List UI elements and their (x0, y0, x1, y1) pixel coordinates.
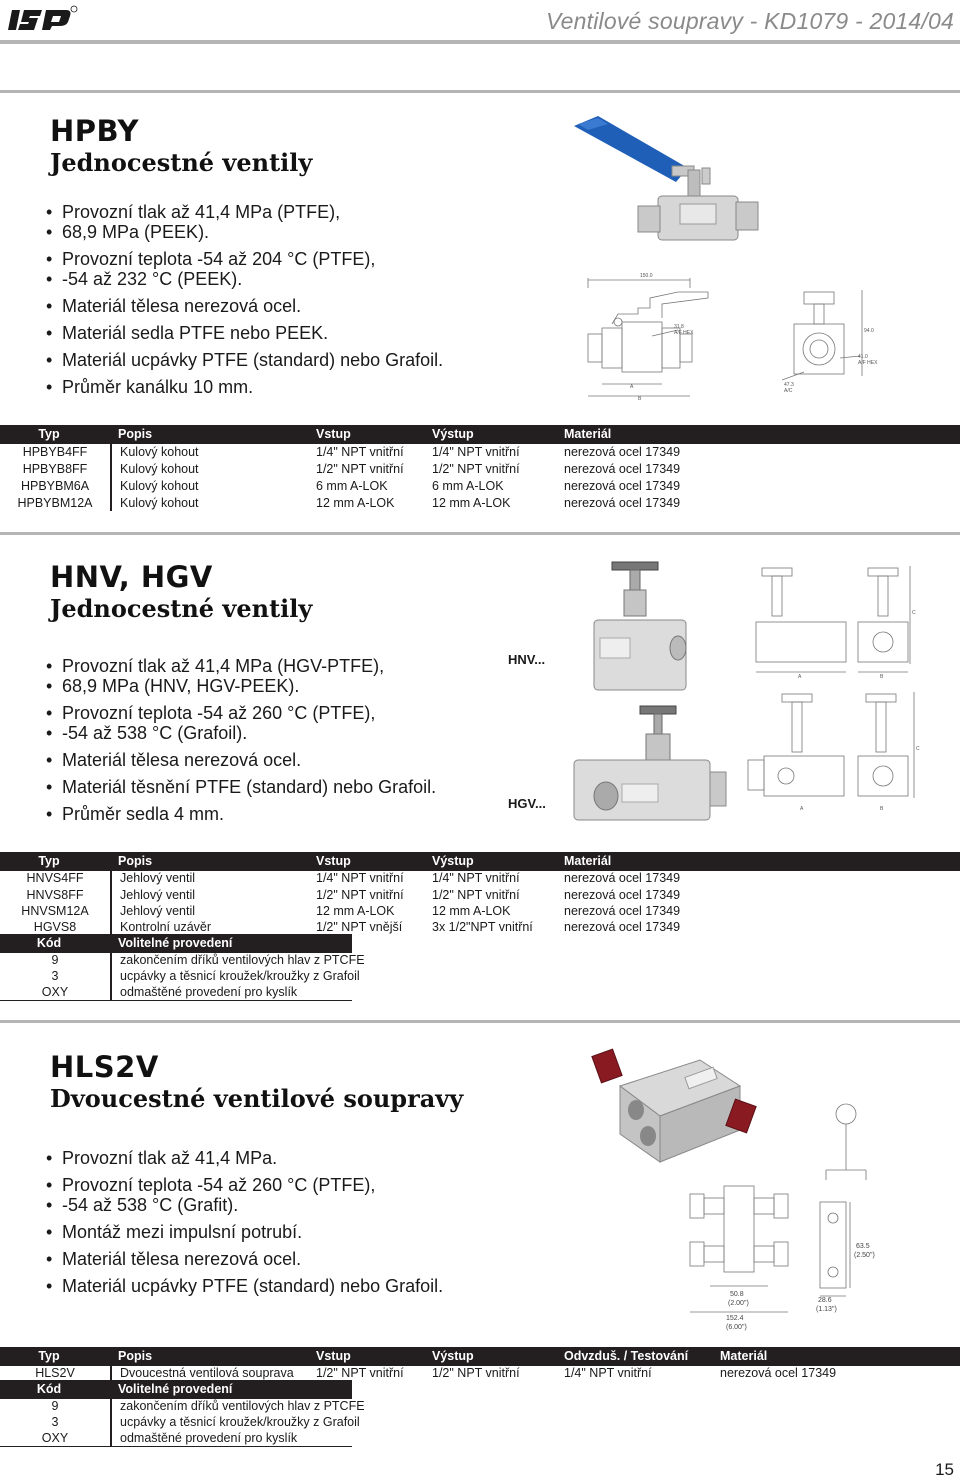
section-title-hls2v: HLS2V (50, 1050, 159, 1084)
feature-item: • Materiál ucpávky PTFE (standard) nebo Grafoil. (46, 1276, 443, 1296)
cell-vstup: 1/2" NPT vnější (316, 920, 403, 934)
option-row (0, 1397, 960, 1414)
option-row (0, 983, 960, 1000)
svg-text:C: C (916, 746, 920, 752)
cell-vystup: 1/2" NPT vnitřní (432, 888, 520, 902)
cell-option: odmaštěné provedení pro kyslík (120, 985, 298, 999)
section-divider (0, 90, 960, 93)
col-header-typ: Typ (38, 427, 60, 441)
svg-text:(1.13"): (1.13") (816, 1306, 837, 1313)
col-header-volitelne: Volitelné provedení (118, 1382, 233, 1396)
feature-item: • Provozní teplota -54 až 204 °C (PTFE), (46, 249, 443, 269)
cell-odvzdus: 1/4" NPT vnitřní (564, 1366, 652, 1380)
svg-text:94.0: 94.0 (864, 328, 874, 334)
svg-text:B: B (880, 674, 884, 680)
cell-vystup: 1/4" NPT vnitřní (432, 445, 520, 459)
svg-text:A: A (630, 384, 634, 390)
feature-item: • Materiál tělesa nerezová ocel. (46, 296, 443, 316)
feature-item: • Průměr kanálku 10 mm. (46, 377, 443, 397)
table-header-hpby (0, 425, 960, 444)
ball-valve-photo (568, 110, 768, 260)
table-divider (110, 869, 112, 1001)
table-bottom-rule (0, 1446, 352, 1447)
feature-item: • Materiál tělesa nerezová ocel. (46, 1249, 443, 1269)
svg-text:C: C (912, 610, 916, 616)
feature-item: • Provozní tlak až 41,4 MPa (HGV-PTFE), (46, 656, 436, 676)
cell-vystup: 12 mm A-LOK (432, 496, 511, 510)
col-header-vstup: Vstup (316, 854, 351, 868)
feature-item: • Provozní teplota -54 až 260 °C (PTFE), (46, 1175, 443, 1195)
cell-material: nerezová ocel 17349 (564, 462, 681, 476)
svg-text:A/F HEX: A/F HEX (674, 330, 694, 336)
col-header-kod: Kód (36, 936, 62, 950)
feature-item: • Průměr sedla 4 mm. (46, 804, 436, 824)
check-valve-photo (570, 700, 730, 830)
option-row (0, 1429, 960, 1446)
svg-text:41.0: 41.0 (858, 354, 868, 360)
section-subtitle-hnv-hgv: Jednocestné ventily (50, 594, 313, 623)
table-divider (110, 444, 112, 511)
col-header-typ: Typ (38, 1349, 60, 1363)
cell-option: ucpávky a těsnicí kroužek/kroužky z Grafoil (120, 969, 360, 983)
feature-item: • Provozní teplota -54 až 260 °C (PTFE), (46, 703, 436, 723)
cell-typ: HNVSM12A (21, 904, 89, 918)
col-header-typ: Typ (38, 854, 60, 868)
cell-vstup: 1/4" NPT vnitřní (316, 445, 404, 459)
col-header-kod: Kód (36, 1382, 62, 1396)
table-row (0, 477, 960, 494)
cell-popis: Jehlový ventil (120, 904, 196, 918)
col-header-volitelne: Volitelné provedení (118, 936, 233, 950)
option-row (0, 967, 960, 984)
cell-vystup: 1/2" NPT vnitřní (432, 462, 520, 476)
feature-item: • Materiál ucpávky PTFE (standard) nebo Grafoil. (46, 350, 443, 370)
table-row (0, 494, 960, 511)
table-row (0, 902, 960, 919)
col-header-popis: Popis (118, 427, 153, 441)
feature-item: • Provozní tlak až 41,4 MPa. (46, 1148, 443, 1168)
check-valve-drawing (746, 690, 936, 814)
svg-text:150.0: 150.0 (640, 273, 653, 279)
table-row (0, 886, 960, 903)
cell-material: nerezová ocel 17349 (564, 920, 681, 934)
cell-typ: HPBYB4FF (22, 445, 88, 459)
image-label-hgv: HGV... (508, 796, 546, 811)
feature-item: • Materiál sedla PTFE nebo PEEK. (46, 323, 443, 343)
feature-list-hpby (46, 202, 443, 404)
svg-text:A/C: A/C (784, 388, 793, 394)
cell-material: nerezová ocel 17349 (564, 445, 681, 459)
table-row (0, 460, 960, 477)
cell-kod: 3 (51, 969, 59, 983)
cell-vystup: 6 mm A-LOK (432, 479, 504, 493)
feature-list-hls2v (46, 1148, 443, 1303)
cell-option: zakončením dříků ventilových hlav z PTCFE (120, 1399, 365, 1413)
feature-item: • -54 až 538 °C (Grafit). (46, 1195, 443, 1215)
cell-vstup: 1/2" NPT vnitřní (316, 1366, 404, 1380)
cell-material: nerezová ocel 17349 (564, 496, 681, 510)
section-title-hpby: HPBY (50, 114, 140, 148)
cell-popis: Jehlový ventil (120, 888, 196, 902)
cell-kod: OXY (41, 985, 69, 999)
svg-text:B: B (880, 806, 884, 812)
cell-option: ucpávky a těsnicí kroužek/kroužky z Grafoil (120, 1415, 360, 1429)
col-header-vystup: Výstup (432, 427, 474, 441)
cell-vstup: 6 mm A-LOK (316, 479, 388, 493)
option-row (0, 951, 960, 968)
cell-material: nerezová ocel 17349 (564, 871, 681, 885)
feature-item: • Montáž mezi impulsní potrubí. (46, 1222, 443, 1242)
cell-vystup: 1/4" NPT vnitřní (432, 871, 520, 885)
cell-vystup: 3x 1/2"NPT vnitřní (432, 920, 533, 934)
feature-item: • Materiál tělesa nerezová ocel. (46, 750, 436, 770)
feature-item: • -54 až 538 °C (Grafoil). (46, 723, 436, 743)
table-row (0, 1364, 960, 1381)
col-header-vystup: Výstup (432, 854, 474, 868)
needle-valve-photo (590, 556, 700, 706)
col-header-material: Materiál (720, 1349, 768, 1363)
cell-material: nerezová ocel 17349 (564, 904, 681, 918)
cell-material: nerezová ocel 17349 (720, 1366, 837, 1380)
feature-list-hnv-hgv (46, 656, 436, 831)
svg-text:B: B (638, 396, 642, 400)
cell-vstup: 1/4" NPT vnitřní (316, 871, 404, 885)
col-header-material: Materiál (564, 427, 612, 441)
table-row (0, 918, 960, 935)
svg-text:A/F HEX: A/F HEX (858, 360, 878, 366)
section-divider (0, 532, 960, 535)
col-header-odvzdus: Odvzduš. / Testování (564, 1349, 689, 1363)
col-header-vystup: Výstup (432, 1349, 474, 1363)
header-divider (0, 40, 960, 44)
cell-popis: Kulový kohout (120, 479, 199, 493)
svg-text:(2.50"): (2.50") (854, 1252, 875, 1259)
col-header-vstup: Vstup (316, 427, 351, 441)
cell-popis: Kontrolní uzávěr (120, 920, 212, 934)
section-subtitle-hpby: Jednocestné ventily (50, 148, 313, 177)
cell-typ: HLS2V (35, 1366, 75, 1380)
feature-item: • -54 až 232 °C (PEEK). (46, 269, 443, 289)
section-divider (0, 1020, 960, 1023)
table-row (0, 869, 960, 886)
col-header-popis: Popis (118, 1349, 153, 1363)
col-header-popis: Popis (118, 854, 153, 868)
col-header-material: Materiál (564, 854, 612, 868)
cell-vstup: 1/2" NPT vnitřní (316, 462, 404, 476)
svg-text:(6.00"): (6.00") (726, 1324, 747, 1331)
svg-text:63.5: 63.5 (856, 1243, 870, 1250)
cell-option: odmaštěné provedení pro kyslík (120, 1431, 298, 1445)
feature-item: • Provozní tlak až 41,4 MPa (PTFE), (46, 202, 443, 222)
table-divider (110, 1364, 112, 1447)
cell-vstup: 12 mm A-LOK (316, 904, 395, 918)
image-label-hnv: HNV... (508, 652, 546, 667)
cell-popis: Dvoucestná ventilová souprava (120, 1366, 294, 1380)
cell-vystup: 1/2" NPT vnitřní (432, 1366, 520, 1380)
cell-vstup: 12 mm A-LOK (316, 496, 395, 510)
cell-material: nerezová ocel 17349 (564, 888, 681, 902)
two-way-manifold-drawing (660, 1100, 910, 1334)
col-header-vstup: Vstup (316, 1349, 351, 1363)
cell-popis: Kulový kohout (120, 496, 199, 510)
feature-item: • 68,9 MPa (PEEK). (46, 222, 443, 242)
cell-typ: HPBYBM6A (20, 479, 90, 493)
option-row (0, 1413, 960, 1430)
cell-typ: HGVS8 (33, 920, 77, 934)
cell-kod: 3 (51, 1415, 59, 1429)
svg-text:152.4: 152.4 (726, 1315, 744, 1322)
cell-typ: HPBYBM12A (17, 496, 93, 510)
cell-popis: Kulový kohout (120, 462, 199, 476)
table-bottom-rule (0, 1000, 352, 1001)
cell-kod: 9 (51, 1399, 59, 1413)
cell-typ: HNVS4FF (26, 871, 84, 885)
needle-valve-drawing (750, 564, 930, 680)
page-number: 15 (935, 1460, 954, 1478)
feature-item: • Materiál těsnění PTFE (standard) nebo Grafoil. (46, 777, 436, 797)
svg-text:A: A (800, 806, 804, 812)
svg-text:28.6: 28.6 (818, 1297, 832, 1304)
cell-typ: HPBYB8FF (22, 462, 88, 476)
svg-text:(2.00"): (2.00") (728, 1300, 749, 1307)
feature-item: • 68,9 MPa (HNV, HGV-PEEK). (46, 676, 436, 696)
cell-popis: Jehlový ventil (120, 871, 196, 885)
table-row (0, 443, 960, 460)
cell-popis: Kulový kohout (120, 445, 199, 459)
cell-vystup: 12 mm A-LOK (432, 904, 511, 918)
cell-typ: HNVS8FF (26, 888, 84, 902)
section-title-hnv-hgv: HNV, HGV (50, 560, 213, 594)
cell-option: zakončením dříků ventilových hlav z PTCFE (120, 953, 365, 967)
svg-text:31.8: 31.8 (674, 324, 684, 330)
section-subtitle-hls2v: Dvoucestné ventilové soupravy (50, 1084, 464, 1113)
cell-kod: 9 (51, 953, 59, 967)
cell-kod: OXY (41, 1431, 69, 1445)
isp-logo (6, 2, 78, 38)
ball-valve-drawing (578, 268, 908, 400)
svg-text:50.8: 50.8 (730, 1291, 744, 1298)
document-title: Ventilové soupravy - KD1079 - 2014/04 (545, 8, 954, 34)
svg-text:47.3: 47.3 (784, 382, 794, 388)
cell-material: nerezová ocel 17349 (564, 479, 681, 493)
svg-text:A: A (798, 674, 802, 680)
cell-vstup: 1/2" NPT vnitřní (316, 888, 404, 902)
